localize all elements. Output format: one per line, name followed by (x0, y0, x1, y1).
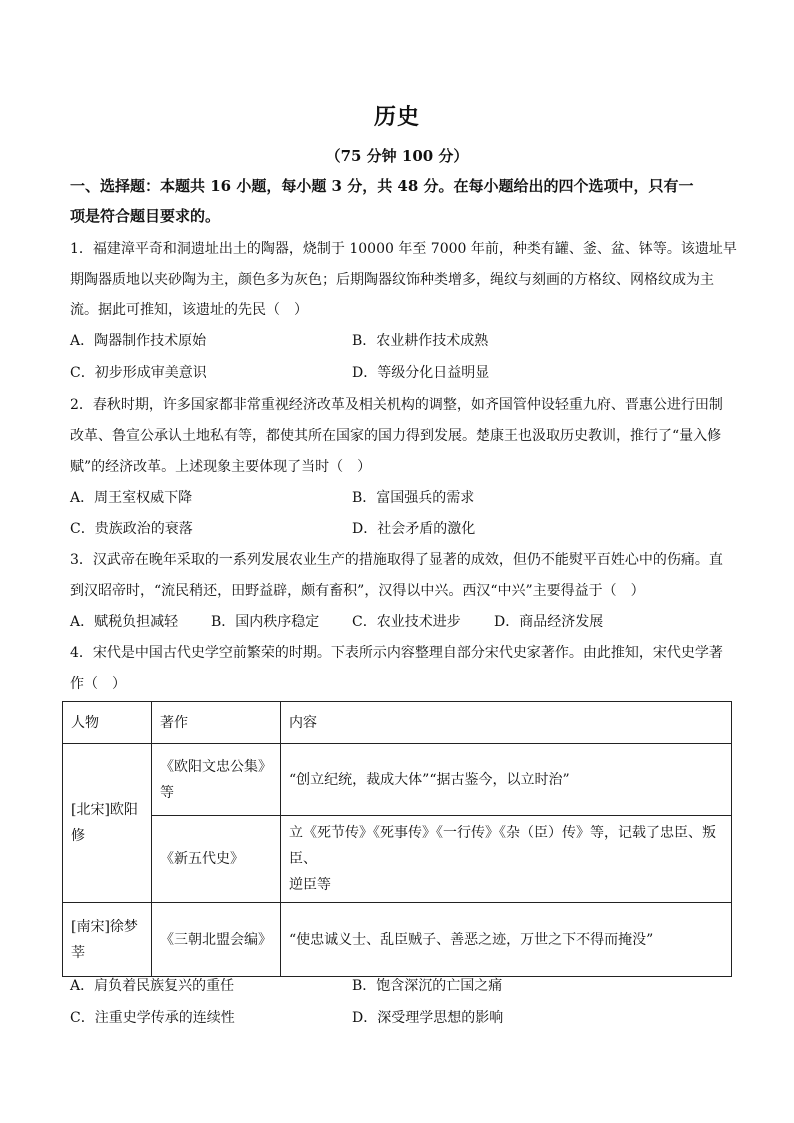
q1-option-b[interactable]: B．农业耕作技术成熟 (352, 333, 489, 349)
q1-option-d[interactable]: D．等级分化日益明显 (352, 365, 490, 381)
content-cell: “使忠诚义士、乱臣贼子、善恶之迹，万世之下不得而掩没” (281, 903, 732, 977)
q4-option-d[interactable]: D．深受理学思想的影响 (352, 1010, 504, 1026)
q2-option-a[interactable]: A．周王室权威下降 (70, 490, 193, 506)
content-cell: “创立纪统，裁成大体”“据古鉴今，以立时治” (281, 744, 732, 816)
q4-option-c[interactable]: C．注重史学传承的连续性 (70, 1010, 235, 1026)
person-line: [南宋]徐梦 (71, 918, 138, 935)
work-line: 《欧阳文忠公集》 (160, 758, 272, 775)
q1-option-c[interactable]: C．初步形成审美意识 (70, 365, 207, 381)
person-ouyang-xiu (63, 744, 152, 903)
work-cell: 《三朝北盟会编》 (152, 903, 281, 977)
q1-stem-line-2: 期陶器质地以夹砂陶为主，颜色多为灰色；后期陶器纹饰种类增多，绳纹与刻画的方格纹、网格纹成为主 (70, 272, 714, 288)
section-heading-line-1: 一、选择题：本题共 16 小题，每小题 3 分，共 48 分。在每小题给出的四个选项中，只有一 (70, 177, 694, 195)
exam-duration-score: （75 分钟 100 分） (325, 147, 469, 165)
q3-stem-line-2: 到汉昭帝时，“流民稍还，田野益辟，颇有畜积”，汉得以中兴。西汉“中兴”主要得益于（ ） (70, 583, 645, 599)
person-line: [北宋]欧阳 (71, 802, 138, 818)
q3-option-b[interactable]: B．国内秩序稳定 (211, 614, 320, 630)
header-content: 内容 (281, 702, 732, 744)
page-title: 历史 (373, 104, 420, 130)
q2-option-d[interactable]: D．社会矛盾的激化 (352, 521, 476, 537)
historians-table (62, 701, 732, 977)
person-xu-mengxin (63, 903, 152, 977)
q3-option-c[interactable]: C．农业技术进步 (352, 614, 461, 630)
work-cell: 《新五代史》 (152, 816, 281, 903)
content-cell (281, 816, 732, 903)
header-person: 人物 (63, 702, 152, 744)
person-line: 修 (71, 828, 85, 844)
section-heading-line-2: 项是符合题目要求的。 (70, 207, 221, 225)
q3-stem-line-1: 3．汉武帝在晚年采取的一系列发展农业生产的措施取得了显著的成效，但仍不能熨平百姓心中的伤痛。直 (70, 552, 723, 568)
content-line: 立《死节传》《死事传》《一行传》《杂（臣）传》等，记载了忠臣、叛臣、 (289, 825, 716, 867)
q3-option-a[interactable]: A．赋税负担减轻 (70, 614, 179, 630)
q4-stem-line-1: 4．宋代是中国古代史学空前繁荣的时期。下表所示内容整理自部分宋代史家著作。由此推知，宋代史学著 (70, 645, 723, 661)
q1-stem-line-1: 1．福建漳平奇和洞遗址出土的陶器，烧制于 10000 年至 7000 年前，种类有罐、釜、盆、钵等。该遗址早 (70, 241, 737, 257)
table-row (63, 816, 732, 903)
q2-option-c[interactable]: C．贵族政治的衰落 (70, 521, 193, 537)
q3-option-d[interactable]: D．商品经济发展 (494, 614, 604, 630)
work-line: 等 (160, 784, 174, 801)
q2-stem-line-3: 赋”的经济改革。上述现象主要体现了当时（ ） (70, 459, 372, 475)
table-row (63, 744, 732, 816)
header-work: 著作 (152, 702, 281, 744)
q4-stem-line-2: 作（ ） (70, 676, 126, 692)
table-row (63, 903, 732, 977)
q1-option-a[interactable]: A．陶器制作技术原始 (70, 333, 207, 349)
work-cell (152, 744, 281, 816)
q4-option-b[interactable]: B．饱含深沉的亡国之痛 (352, 978, 503, 994)
q1-stem-line-3: 流。据此可推知，该遗址的先民（ ） (70, 302, 308, 318)
person-line: 莘 (71, 944, 85, 961)
q2-stem-line-2: 改革、鲁宣公承认土地私有等，都使其所在国家的国力得到发展。楚康王也汲取历史教训，推行了“量入修 (70, 428, 722, 444)
q2-stem-line-1: 2．春秋时期，许多国家都非常重视经济改革及相关机构的调整，如齐国管仲设轻重九府、晋惠公进行田制 (70, 397, 723, 413)
q2-option-b[interactable]: B．富国强兵的需求 (352, 490, 475, 506)
table-header-row (63, 702, 732, 744)
content-line: 逆臣等 (289, 877, 331, 893)
q4-option-a[interactable]: A．肩负着民族复兴的重任 (70, 978, 235, 994)
